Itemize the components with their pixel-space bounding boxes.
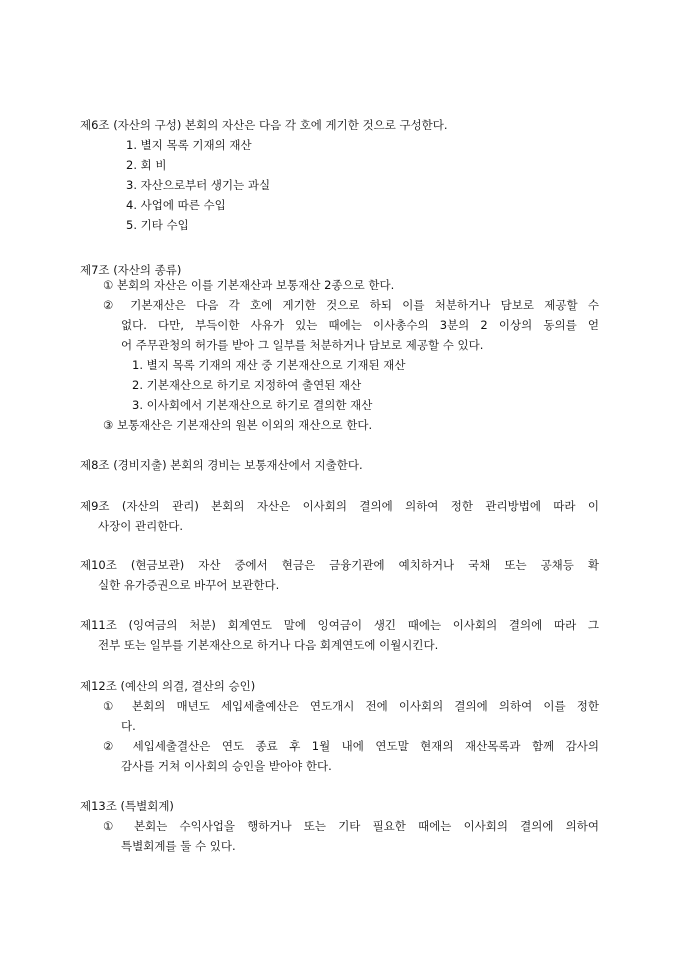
- article-6-item-4: 4. 사업에 따른 수입: [126, 198, 226, 212]
- article-12-paragraph-2-line-2: 감사를 거쳐 이사회의 승인을 받아야 한다.: [121, 759, 332, 773]
- article-11-line-1: 제11조 (잉여금의 처분) 회계연도 말에 잉여금이 생긴 때에는 이사회의 결의에 따라 그: [80, 618, 599, 632]
- article-7-paragraph-2-line-2: 없다. 다만, 부득이한 사유가 있는 때에는 이사총수의 3분의 2 이상의 동의를 얻: [121, 318, 599, 332]
- article-13-paragraph-1-line-2: 특별회계를 둘 수 있다.: [121, 839, 236, 853]
- article-6-item-5: 5. 기타 수입: [126, 218, 189, 232]
- article-12-paragraph-1-line-1: ① 본회의 매년도 세입세출예산은 연도개시 전에 이사회의 결의에 의하여 이를 정한: [103, 699, 599, 713]
- article-8-text: 제8조 (경비지출) 본회의 경비는 보통재산에서 지출한다.: [80, 458, 363, 472]
- article-6-item-2: 2. 회 비: [126, 158, 167, 172]
- article-6-heading: 제6조 (자산의 구성) 본회의 자산은 다음 각 호에 게기한 것으로 구성한다.: [80, 118, 448, 132]
- article-13-paragraph-1-line-1: ① 본회는 수익사업을 행하거나 또는 기타 필요한 때에는 이사회의 결의에 의하여: [103, 819, 599, 833]
- article-6-item-3: 3. 자산으로부터 생기는 과실: [126, 178, 271, 192]
- article-7-sub-item-1: 1. 별지 목록 기재의 재산 중 기본재산으로 기재된 재산: [132, 358, 406, 372]
- article-12-paragraph-2-line-1: ② 세입세출결산은 연도 종료 후 1월 내에 연도말 현재의 재산목록과 함께 감사의: [103, 739, 599, 753]
- article-7-paragraph-3: ③ 보통재산은 기본재산의 원본 이외의 재산으로 한다.: [103, 418, 373, 432]
- article-9-line-2: 사장이 관리한다.: [98, 519, 184, 533]
- article-13-heading: 제13조 (특별회계): [80, 799, 174, 813]
- article-7-sub-item-2: 2. 기본재산으로 하기로 지정하여 출연된 재산: [132, 378, 362, 392]
- article-10-line-1: 제10조 (현금보관) 자산 중에서 현금은 금융기관에 예치하거나 국채 또는 공채등 확: [80, 558, 599, 572]
- article-7-paragraph-1: ① 본회의 자산은 이를 기본재산과 보통재산 2종으로 한다.: [103, 278, 395, 292]
- article-7-paragraph-2-line-3: 어 주무관청의 허가를 받아 그 일부를 처분하거나 담보로 제공할 수 있다.: [121, 338, 484, 352]
- article-7-sub-item-3: 3. 이사회에서 기본재산으로 하기로 결의한 재산: [132, 398, 373, 412]
- article-12-heading: 제12조 (예산의 의결, 결산의 승인): [80, 679, 256, 693]
- article-10-line-2: 실한 유가증권으로 바꾸어 보관한다.: [98, 578, 280, 592]
- article-9-line-1: 제9조 (자산의 관리) 본회의 자산은 이사회의 결의에 의하여 정한 관리방법에 따라 이: [80, 499, 599, 513]
- article-12-paragraph-1-line-2: 다.: [121, 719, 136, 733]
- article-6-item-1: 1. 별지 목록 기재의 재산: [126, 138, 252, 152]
- article-11-line-2: 전부 또는 일부를 기본재산으로 하거나 다음 회계연도에 이월시킨다.: [98, 638, 439, 652]
- article-7-paragraph-2-line-1: ② 기본재산은 다음 각 호에 게기한 것으로 하되 이를 처분하거나 담보로 제공할 수: [103, 298, 599, 312]
- article-7-heading: 제7조 (자산의 종류): [80, 263, 182, 277]
